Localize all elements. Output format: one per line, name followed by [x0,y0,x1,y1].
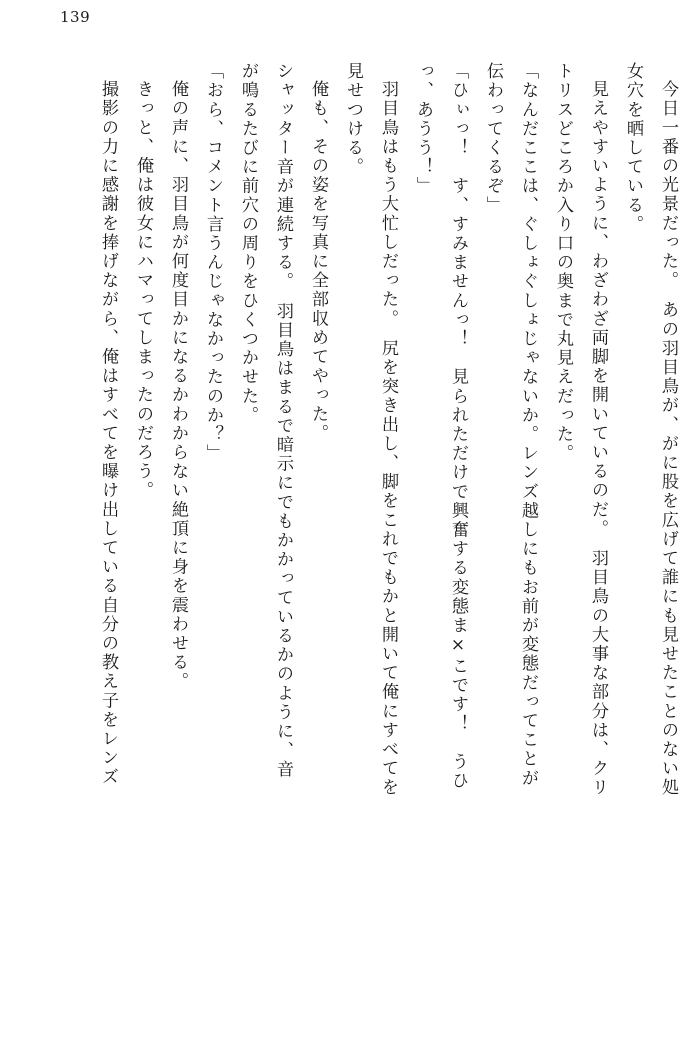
text-line: が鳴るたびに前穴の周りをひくつかせた。 [238,62,258,425]
text-line: 「おら、コメント言うんじゃなかったのか？」 [203,62,223,464]
text-line: シャッター音が連続する。 羽目鳥はまるで暗示にでもかかっているかのように、音 [273,62,293,780]
text-line: 見えやすいように、わざわざ両脚を開いているのだ。 羽目鳥の大事な部分は、クリ [588,80,608,798]
text-line: きっと、俺は彼女にハマってしまったのだろう。 [133,80,153,501]
text-line: 伝わってくるぞ」 [483,62,503,215]
page-number: 139 [60,8,91,26]
text-line: 「ひぃっ！ す、すみませんっ！ 見られただけで興奮する変態ま×こです！ うひ [448,62,468,791]
text-line: 女穴を晒している。 [623,62,643,234]
text-line: 今日一番の光景だった。 あの羽目鳥が、がに股を広げて誰にも見せたことのない処 [658,80,678,798]
vertical-text-body [22,62,676,1022]
text-line: 俺も、その姿を写真に全部収めてやった。 [308,80,328,443]
text-line: 俺の声に、羽目鳥が何度目かになるかわからない絶頂に身を震わせる。 [168,80,188,692]
text-line: 羽目鳥はもう大忙しだった。 尻を突き出し、脚をこれでもかと開いて俺にすべてを [378,80,398,798]
text-line: っ、あうう！」 [413,62,433,196]
text-line: 撮影の力に感謝を捧げながら、俺はすべてを曝け出している自分の教え子をレンズ [98,80,118,787]
text-line: 「なんだここは、ぐしょぐしょじゃないか。レンズ越しにもお前が変態だってことが [518,62,538,788]
text-line: トリスどころか入り口の奥まで丸見えだった。 [553,62,573,464]
text-line: 見せつける。 [343,62,363,177]
